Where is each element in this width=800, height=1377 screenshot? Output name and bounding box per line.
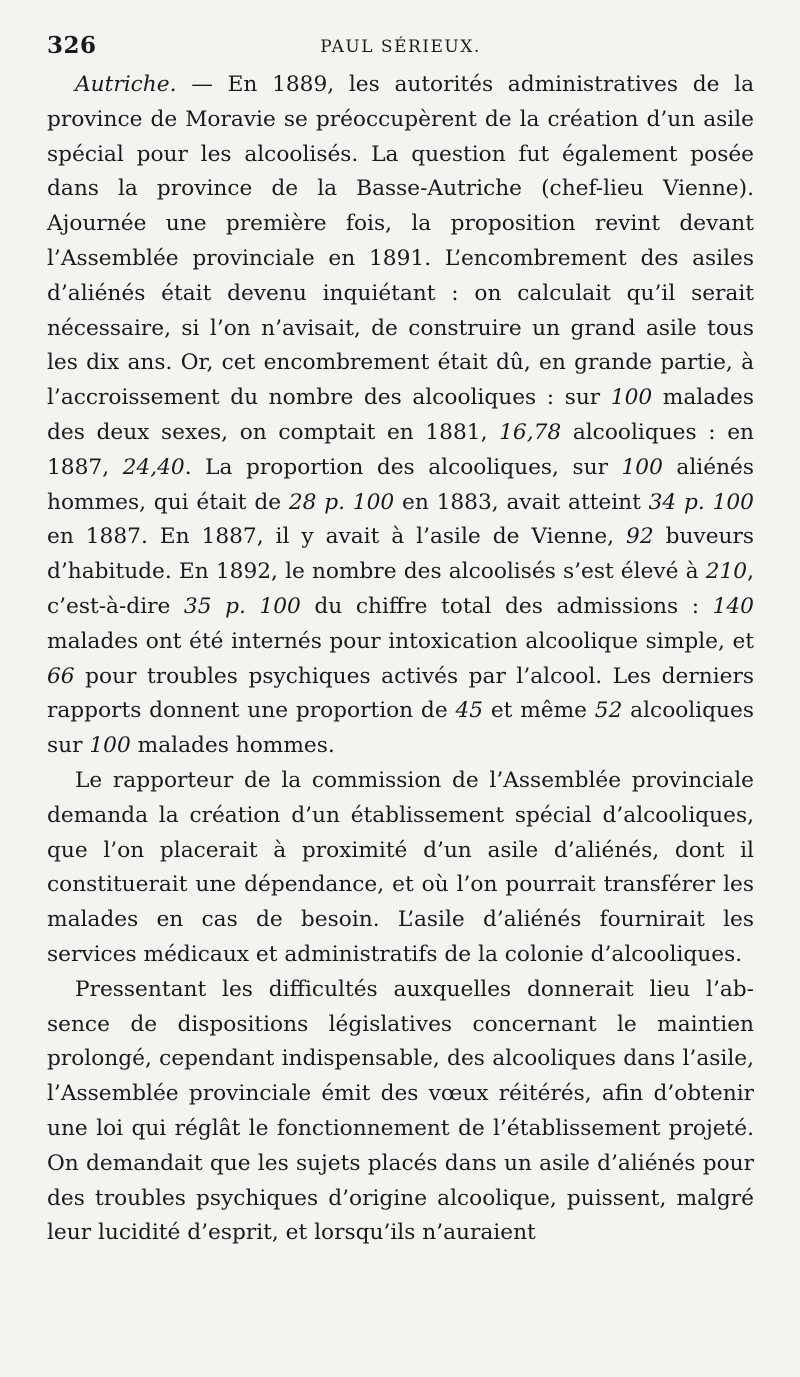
text-run: buveurs d’habitude. En 1892, le nombre des alcoolisés s’est élevé à [47, 524, 754, 585]
text-run: aliénés hommes, qui était de [47, 454, 754, 515]
figure-value: 92 [626, 524, 654, 550]
text-run: . La proportion des alcooliques, sur [184, 454, 622, 480]
figure-value: 210 [705, 559, 748, 585]
figure-value: 100 [621, 454, 663, 480]
body-text [47, 68, 754, 1251]
text-run: pour troubles psychiques activés par l’alcool. Les derniers rapports donnent une proportion de [47, 663, 754, 724]
figure-value: 34 p. 100 [648, 489, 754, 515]
text-run: alcooliques : en 1887, [47, 419, 754, 480]
text-run: malades hommes. [130, 733, 335, 759]
page-number: 326 [47, 32, 97, 59]
figure-value: 45 [455, 698, 484, 724]
figure-value: 66 [47, 663, 75, 689]
figure-value: 24,40 [122, 454, 185, 480]
text-run: Le rapporteur de la commission de l’Assemblée provinciale demanda la création d’un établissement spécial d’alcooliques, que l’on placerait à proximité d’un asile d’aliénés, dont il constituerait une dépendance, et où l’on pourrait transférer les malades en cas de besoin. L’asile d’aliénés fournirait les services médicaux et administratifs de la colonie d’alcooliques. [47, 767, 754, 967]
figure-value: 100 [89, 733, 131, 759]
figure-value: 28 p. 100 [288, 489, 395, 515]
figure-value: 35 p. 100 [183, 593, 301, 619]
figure-value: 140 [712, 593, 754, 619]
text-run: alcooliques sur [47, 698, 754, 759]
running-head [47, 32, 754, 68]
text-run: Pressentant les difficultés auxquelles donnerait lieu l’absence de dispositions législatives concernant le maintien prolongé, cependant indispensable, des alcooliques dans l’asile, l’Assemblée provinciale émit des vœux réitérés, afin d’obtenir une loi qui réglât le fonctionnement de l’établissement projeté. On demandait que les sujets placés dans un asile d’aliénés pour des troubles psychiques d’origine alcoolique, puissent, malgré leur lucidité d’esprit, et lorsqu’ils n’auraient [47, 976, 754, 1246]
paragraph [47, 764, 754, 973]
text-run: du chiffre total des admissions : [300, 593, 713, 619]
text-run: , c’est-à-dire [47, 559, 754, 619]
text-run: et même [483, 698, 595, 724]
running-title: PAUL SÉRIEUX. [320, 37, 481, 57]
text-run: en 1883, avait atteint [394, 489, 649, 515]
text-run: en 1887. En 1887, il y avait à l’asile de Vienne, [47, 524, 627, 550]
figure-value: 16,78 [499, 419, 562, 445]
text-run: — En 1889, les autorités administratives de la province de Moravie se préoccupèrent de la création d’un asile spécial pour les alcoolisés. La question fut également posée dans la province de la Basse-Autriche (chef-lieu Vienne). Ajournée une première fois, la proposition revint devant l’Assemblée provinciale en 1891. L’encombrement des asiles d’aliénés était devenu inquiétant : on calculait qu’il serait nécessaire, si l’on n’avisait, de construire un grand asile tous les dix ans. Or, cet encombrement était dû, en grande partie, à l’accroissement du nombre des alcooliques : sur [47, 72, 754, 411]
figure-value: 52 [594, 698, 623, 724]
text-run: malades ont été internés pour intoxication alcoolique simple, et [47, 628, 754, 654]
paragraph [47, 68, 754, 764]
figure-value: 100 [610, 385, 653, 411]
text-run: malades des deux sexes, on comptait en 1881, [47, 385, 754, 445]
section-label: Autriche. [75, 72, 177, 97]
paragraph [47, 973, 754, 1251]
